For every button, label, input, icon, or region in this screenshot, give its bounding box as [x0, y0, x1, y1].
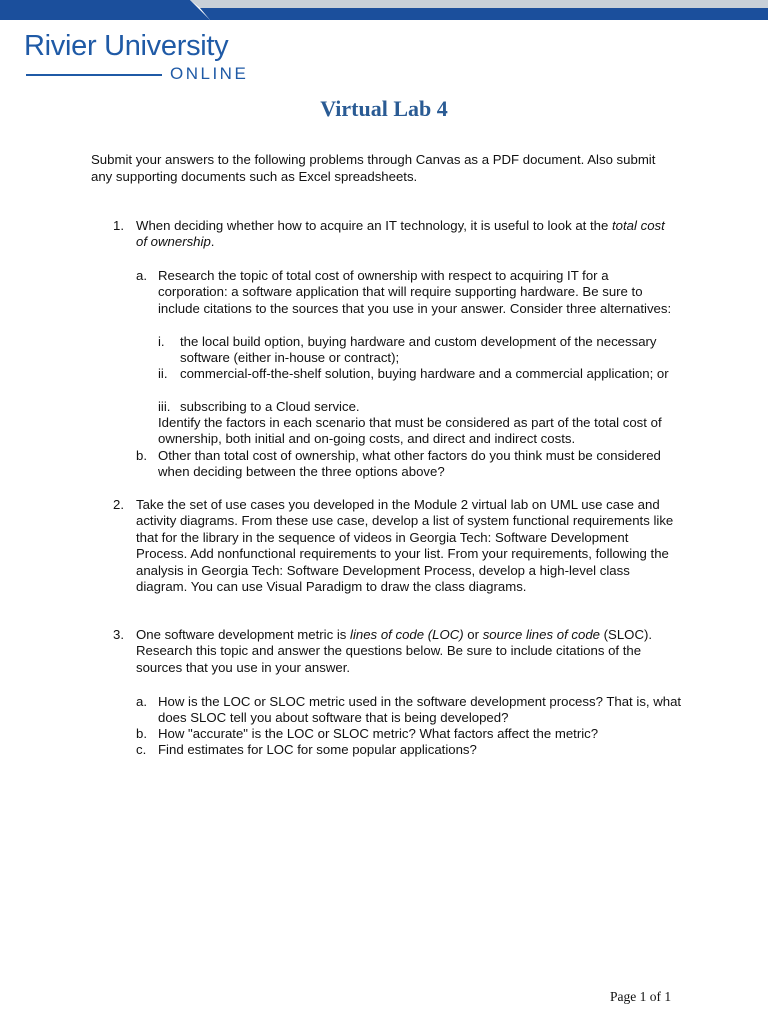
logo-wordmark: Rivier University	[24, 30, 229, 62]
option-text: the local build option, buying hardware and custom development of the necessary software (either in-house or contract);	[180, 334, 657, 366]
item-text: How "accurate" is the LOC or SLOC metric? What factors affect the metric?	[158, 726, 599, 741]
option-text: commercial-off-the-shelf solution, buying hardware and a commercial application; or	[180, 366, 669, 381]
question-number: 1.	[113, 218, 124, 233]
option-label: iii.	[158, 399, 171, 414]
question-1a-followup: Identify the factors in each scenario that must be considered as part of the total cost of ownership, both initial and on-going costs, and direct and indirect costs.	[158, 415, 662, 447]
item-label: c.	[136, 742, 147, 757]
option-text: subscribing to a Cloud service.	[180, 399, 360, 414]
item-label: a.	[136, 268, 147, 283]
item-label: b.	[136, 448, 147, 463]
question-text: Take the set of use cases you developed in the Module 2 virtual lab on UML use case and activity diagrams. From these use case, develop a list of system functional requirements like that for the library in the sequence of videos in Georgia Tech: Software Development Process. Add nonfunctional requirements to your list. From your requirements, following the analysis in Georgia Tech: Software Development Process, develop a high-level class diagram. You can use Visual Paradigm to draw the class diagrams.	[136, 497, 674, 595]
university-logo	[24, 30, 264, 85]
page-title: Virtual Lab 4	[320, 96, 448, 121]
logo-subtitle: ONLINE	[170, 64, 249, 83]
question-number: 2.	[113, 497, 124, 512]
logo-rule	[26, 74, 162, 76]
option-label: ii.	[158, 366, 168, 381]
page-number: Page 1 of 1	[610, 989, 672, 1004]
intro-paragraph: Submit your answers to the following problems through Canvas as a PDF document. Also submit any supporting documents such as Excel spreadsheets.	[91, 152, 656, 184]
header-bar	[0, 0, 768, 20]
item-text: Find estimates for LOC for some popular applications?	[158, 742, 477, 757]
question-text: One software development metric is lines of code (LOC) or source lines of code (SLOC). Research this topic and answer the questions below. Be sure to include citations of the sources that you use in your answer.	[136, 627, 653, 675]
item-text: Other than total cost of ownership, what other factors do you think must be considered when deciding between the three options above?	[158, 448, 661, 480]
question-number: 3.	[113, 627, 124, 642]
item-text: Research the topic of total cost of ownership with respect to acquiring IT for a corporation: a software application that will require supporting hardware. Be sure to include citations to the sources that you use in your answer. Consider three alternatives:	[158, 268, 672, 316]
option-label: i.	[158, 334, 165, 349]
question-text: When deciding whether how to acquire an IT technology, it is useful to look at the total cost of ownership.	[136, 218, 665, 250]
item-label: a.	[136, 694, 147, 709]
item-label: b.	[136, 726, 147, 741]
item-text: How is the LOC or SLOC metric used in the software development process? That is, what does SLOC tell you about software that is being developed?	[158, 694, 682, 726]
